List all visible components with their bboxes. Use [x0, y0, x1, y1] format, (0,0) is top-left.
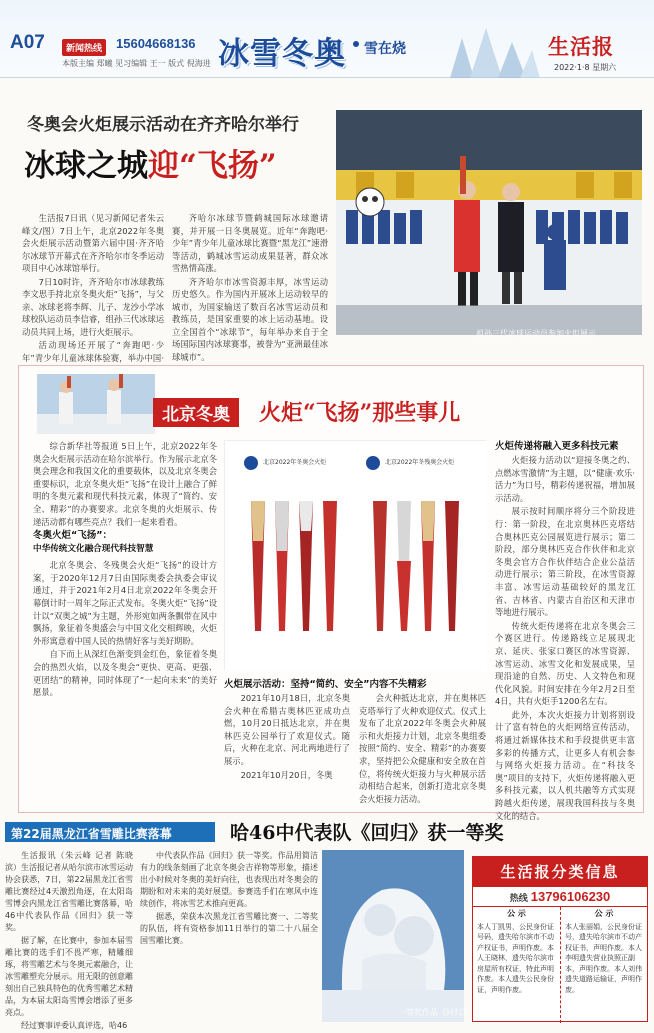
paragraph: 此外，本次火炬接力计划将别设计了富有特色的火炬网络宣传活动，将通过新媒体技术和手段提供更丰富多彩的传播方式，让更多人有机会参与网络火炬接力活动。在“科技冬奥”项目的支持下，火炬传递将融入更多科技元素，以人机共融等方式实现跨越火炬传递，展现我国科技与冬奥文化的结合。	[495, 709, 635, 821]
paragraph: 2021年10月20日，冬奥	[240, 769, 333, 780]
paragraph: 据了解，在比赛中，参加本届雪雕比赛的选手们不畏严寒，精雕细琢，将雪雕艺术与冬奥元素融合，让冰雪雕塑充分展示。用无限的创意雕刻出自己独具特色的优秀雪雕艺术精品，为本届太阳岛雪博会增添了更多亮点。	[5, 936, 133, 1017]
subheading: 火炬传递将融入更多科技元素	[495, 441, 619, 452]
story-headline: 哈46中代表队《回归》获一等奖	[230, 822, 504, 844]
banner-photo	[37, 374, 155, 434]
story-hockey-city	[0, 80, 654, 365]
story-torch-feiyang	[18, 365, 644, 821]
paragraph: 展示按时间顺序将分三个阶段进行：第一阶段，在北京奥林匹克塔结合奥林匹克公园展览进行展示；第二阶段，部分奥林匹克合作伙伴和北京冬奥会官方合作伙伴结合企业公益活动进行展示；第三阶段，在冰雪资源丰富、冰雪运动基础较好的黑龙江省、吉林省、内蒙古自治区和天津市等地进行展示。	[495, 506, 635, 618]
hotline-label: 热线	[509, 893, 528, 903]
torch-figure	[224, 440, 486, 670]
section-subtitle: 雪在烧	[364, 41, 406, 57]
story-kicker: 冬奥会火炬展示活动在齐齐哈尔举行	[27, 115, 299, 135]
article-column	[172, 212, 328, 364]
rink-scene-illustration	[336, 110, 642, 335]
story-headline: 火炬“飞扬”那些事儿	[259, 400, 461, 426]
paragraph: 活动现场还开展了“奔跑吧·少年”青少年儿童冰球体验赛，举办中国·	[22, 340, 164, 363]
paragraph: 经过赛事评委认真评选，哈46	[21, 1021, 128, 1030]
snow-sculpture-illustration	[322, 850, 464, 1022]
article-column	[359, 692, 486, 806]
torch-illustration	[225, 441, 487, 671]
figure-label: 北京2022年冬残奥会火炬	[385, 459, 455, 466]
paragraph: 中代表队作品《回归》获一等奖。作品用简洁有力的线条刻画了北京冬奥会吉祥物等形象，描述出小时候对冬奥的美好向往，也表现出对冬奥会的期盼和对未来的美好展望。参赛选手们在寒风中连续创作，将冰雪艺术推向更高。	[140, 851, 318, 908]
newspaper-brand: 生活报	[548, 34, 614, 59]
paragraph: 会火种抵达北京，并在奥林匹克塔举行了火种欢迎仪式。仪式上发布了北京2022年冬奥会火种展示和火炬接力计划，北京冬奥组委按照“简约、安全、精彩”的办赛要求，坚持把公众健康和安全放在首位，将传统火炬接力与火种展示活动相结合起来，创新打造北京冬奥会火炬接力活动。	[359, 693, 486, 804]
hotline-tag: 新闻热线	[62, 39, 106, 56]
snowy-trees-illustration	[440, 20, 540, 78]
subheading-secondary: 中华传统文化融合现代科技智慧	[33, 544, 154, 555]
hotline-number: 13796106230	[530, 889, 611, 904]
paragraph: 北京冬奥会、冬残奥会火炬“飞扬”的设计方案，于2020年12月7日由国际奥委会执委会审议通过，并于2021年2月4日北京2022年冬奥会开幕倒计时一周年之际正式发布。冬奥火炬“飞扬”设计以“双奥之城”为主题，外形宛如两条飘带在风中飘扬，象征着冬奥盛会与中国文化交相辉映，火炬外形寓意着中国人民的热情好客与美好期盼。	[33, 560, 217, 646]
classifieds-column	[560, 907, 647, 1023]
photo-caption: 一等奖作品《回归》	[398, 1008, 470, 1017]
headline-part-red: 迎“飞扬”	[148, 148, 277, 184]
photo-caption: 祖孙三代冰球运动员参加火炬展示	[476, 329, 596, 338]
classifieds-header: 生活报分类信息	[473, 857, 647, 887]
paragraph: 传统火炬传递将在北京冬奥会三个赛区进行。传递路线立足展现北京、延庆、张家口赛区的冰雪资源、冰雪运动、冰雪文化和发展成果，呈现沿途的自然、历史、人文特色和现代化风貌。时间安排在今年2月2日至4日，共有火炬手1200名左右。	[495, 620, 635, 707]
notice-heading: 公 示	[507, 909, 526, 918]
article-column	[224, 692, 350, 782]
section-dot	[353, 41, 359, 47]
article-column	[140, 850, 318, 948]
section-title: 冰雪冬奥	[218, 36, 346, 72]
torch-bearers-illustration	[37, 374, 155, 434]
article-column	[33, 440, 217, 700]
hotline-number: 15604668136	[116, 36, 196, 51]
snow-sculpture-photo	[322, 850, 464, 1022]
paragraph: 火炬接力活动以“迎接冬奥之约、点燃冰雪激情”为主题，以“健康·欢乐·活力”为口号，精彩传递祝福，增加展示活动。	[495, 455, 635, 503]
article-column	[495, 440, 635, 823]
classifieds-hotline	[473, 887, 647, 907]
torch-display-photo	[336, 110, 642, 335]
notice-heading: 公 示	[594, 909, 614, 918]
lead-paragraph: 综合新华社等报道 5日上午，北京2022年冬奥会火炬展示活动在哈尔滨举行。作为展示北京冬奥会理念和我国文化的重要载体，以及北京冬奥会重要标识，北京冬奥火炬“飞扬”在设计上融合了鲜明的冬奥元素和现代科技元素，体现了“简约、安全、精彩”的办赛要求。北京冬奥的火炬展示、传递活动都有哪些亮点？我们一起来看看。	[33, 441, 217, 527]
article-column	[22, 212, 164, 378]
headline-part: 冰球之城	[24, 148, 148, 184]
figure-subheading: 火炬展示活动：坚持“简约、安全”内容不失精彩	[224, 679, 427, 690]
page-number: A07	[10, 32, 45, 53]
classifieds-box	[472, 856, 648, 1022]
paragraph: 生活报7日讯（见习新闻记者朱云峰文/图）7日上午，北京2022年冬奥会火炬展示活动暨第六届中国·齐齐哈尔冰球节开幕式在齐齐哈尔市冬季运动项目中心冰球馆举行。	[22, 213, 164, 273]
classifieds-columns	[473, 907, 647, 1023]
subheading: 冬奥火炬“飞扬”：	[33, 530, 112, 542]
classifieds-column	[473, 907, 560, 1023]
notice-text: 本人丁凯男，公民身份证号码，遗失哈尔滨市不动产权证书，声明作废。本人王晓林，遗失哈尔滨市房屋所有权证，特此声明作废。本人遗失公民身份证，声明作废。	[477, 922, 554, 994]
article-column	[5, 850, 133, 1033]
paragraph: 2021年10月18日，北京冬奥会火种在希腊古奥林匹亚成功点燃，10月20日抵达北京，并在奥林匹克公园举行了欢迎仪式。随后，火种在北京、河北两地进行了展示。	[224, 693, 350, 766]
paragraph: 自下而上从深红色渐变到金红色，象征着冬奥会的热烈火焰，以及冬奥会“更快、更高、更强、更团结”的精神，同时体现了“一起向未来”的美好愿景。	[33, 649, 217, 698]
paragraph: 据悉，荣获本次黑龙江省雪雕比赛一、二等奖的队伍，将有资格参加11日举行的第二十八届全国雪雕比赛。	[140, 912, 318, 945]
figure-label: 北京2022年冬奥会火炬	[263, 459, 327, 466]
paragraph: 生活报讯（朱云峰 记者 陈晓滨）生活报记者从哈尔滨市冰雪运动协会获悉，7日，第22届黑龙江省雪雕比赛经过4天激烈角逐，在太阳岛雪博会内黑龙江省雪雕比赛落幕，哈46中代表队作品《回归》获一等奖。	[5, 851, 133, 932]
story-headline	[24, 140, 277, 185]
paragraph: 7日10时许，齐齐哈尔市冰球教练李文思手持北京冬奥火炬“飞扬”，与父亲、冰球老将李辉、儿子、龙沙小学冰球校队运动员李信睿，组孙三代冰球运动员共同上场，进行火炬展示。	[22, 276, 164, 337]
paragraph: 齐齐哈尔市冰雪资源丰厚，冰雪运动历史悠久。作为国内开展冰上运动较早的城市，为国家输送了数百名冰雪运动员和教练员，是国家重要的冰上运动基地。设立全国首个“冰球节”，每年举办来自于全场国际国内冰球赛事，被誉为“亚洲最佳冰球城市”。	[172, 276, 328, 362]
notice-text: 本人张丽娟，公民身份证号，遗失哈尔滨市不动产权证书，声明作废。本人李明遗失营业执照正副本，声明作废。本人刘伟遗失道路运输证，声明作废。	[565, 922, 642, 994]
section-tag: 北京冬奥	[153, 398, 239, 427]
editor-credits: 本版主编 郑曦 见习编辑 王一 版式 倪海进	[62, 59, 211, 68]
paragraph: 齐哈尔冰球节暨鹤城国际冰球邀请赛，并开展一日冬奥展览。近年“奔跑吧·少年”青少年儿童冰球比赛暨“黑龙江”速滑等活动，鹤城冰雪运动成果显著，群众冰雪热情高涨。	[172, 213, 328, 273]
dateline: 2022·1·8 星期六	[554, 63, 617, 72]
masthead	[0, 0, 654, 78]
section-tag: 第22届黑龙江省雪雕比赛落幕	[5, 822, 215, 842]
